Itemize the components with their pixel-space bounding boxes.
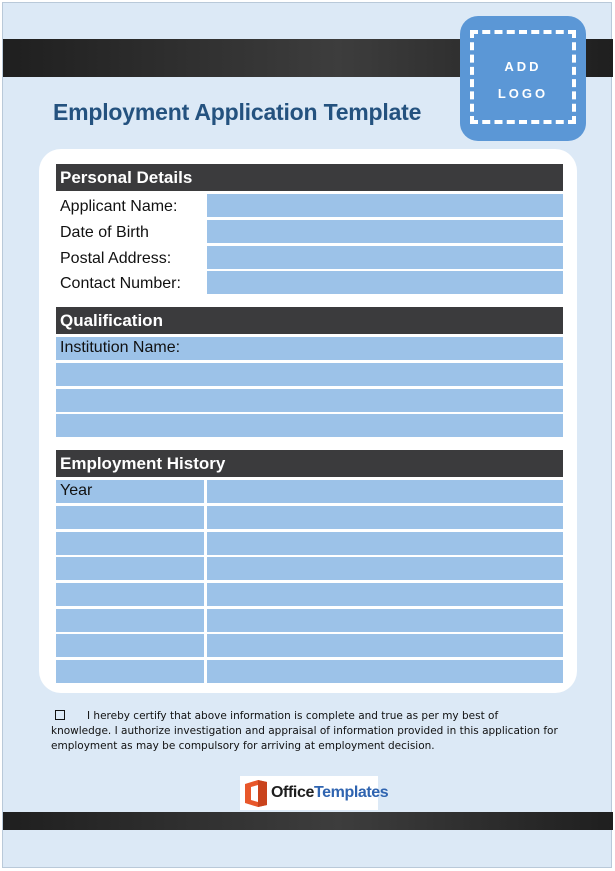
office-templates-wordmark: OfficeTemplates (271, 784, 389, 801)
date-of-birth-field[interactable] (207, 220, 563, 243)
postal-address-field[interactable] (207, 246, 563, 269)
qualification-row[interactable] (56, 389, 563, 412)
applicant-name-field[interactable] (207, 194, 563, 217)
office-templates-logo-icon (243, 779, 269, 808)
qualification-row[interactable] (56, 363, 563, 386)
employment-detail-cell[interactable] (207, 634, 563, 657)
employment-year-cell[interactable] (56, 583, 204, 606)
employment-year-cell[interactable] (56, 506, 204, 529)
document-title: Employment Application Template (53, 99, 422, 125)
employment-detail-cell[interactable] (207, 609, 563, 632)
logo-dashed-frame (470, 30, 576, 124)
employment-year-cell[interactable] (56, 532, 204, 555)
employment-year-cell[interactable] (56, 557, 204, 580)
certification-checkbox[interactable] (55, 710, 65, 720)
form-card (39, 149, 577, 693)
employment-detail-cell[interactable] (207, 660, 563, 683)
certification-statement (51, 709, 561, 754)
certification-text: I hereby certify that above information is complete and true as per my best of knowledge. I authorize investigation and appraisal of information provided in this application for employment as may be compulsory for arriving at employment decision. (51, 710, 558, 752)
label-year: Year (60, 482, 93, 499)
label-institution-name: Institution Name: (60, 339, 181, 356)
label-postal-address: Postal Address: (60, 250, 172, 267)
label-applicant-name: Applicant Name: (60, 198, 178, 215)
office-templates-logo (240, 776, 389, 810)
employment-detail-cell[interactable] (207, 583, 563, 606)
employment-year-cell[interactable] (56, 634, 204, 657)
employment-detail-cell[interactable] (207, 557, 563, 580)
label-contact-number: Contact Number: (60, 275, 181, 292)
employment-detail-cell[interactable] (207, 480, 563, 503)
employment-year-cell[interactable] (56, 609, 204, 632)
employment-year-cell[interactable] (56, 660, 204, 683)
add-logo-placeholder[interactable] (460, 16, 586, 141)
employment-detail-cell[interactable] (207, 506, 563, 529)
qualification-row[interactable] (56, 414, 563, 437)
logo-text-line2: LOGO (497, 86, 549, 101)
section-header-personal-details: Personal Details (56, 164, 563, 191)
bottom-footer-band (3, 812, 613, 830)
qualification-row[interactable] (56, 337, 563, 360)
label-date-of-birth: Date of Birth (60, 224, 149, 241)
contact-number-field[interactable] (207, 271, 563, 294)
employment-detail-cell[interactable] (207, 532, 563, 555)
application-page (2, 2, 612, 868)
logo-text-line1: ADD (504, 59, 542, 74)
employment-year-cell[interactable] (56, 480, 204, 503)
section-header-qualification: Qualification (56, 307, 563, 334)
section-header-employment-history: Employment History (56, 450, 563, 477)
